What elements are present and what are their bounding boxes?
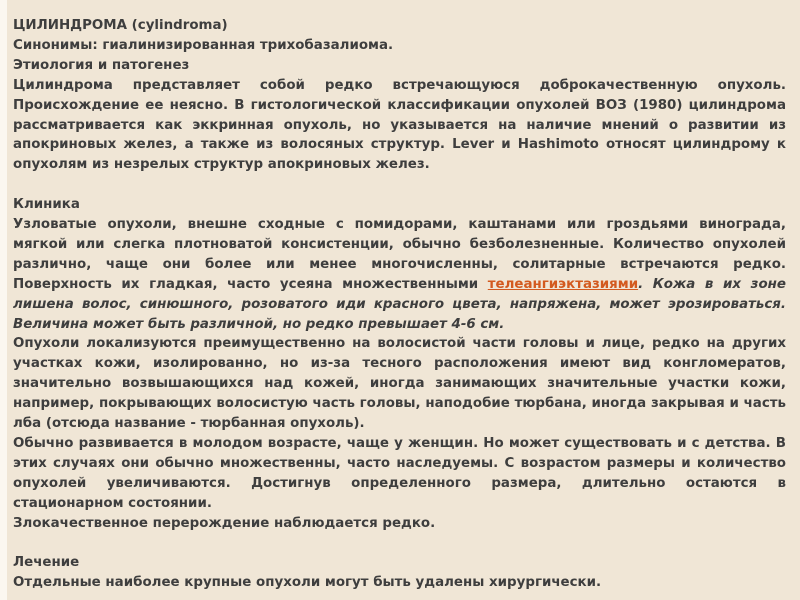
- slide-left-edge: [0, 0, 7, 600]
- clinic-paragraph-3: Обычно развивается в молодом возрасте, чаще у женщин. Но может существовать и с детства. В этих случаях они обычно множественны, часто наследуемы. С возрастом размеры и количество опухолей увеличиваются. Достигнув определенного размера, длительно остаются в стационарном состоянии.: [13, 436, 786, 511]
- clinic-p1-end: . Кожа в их зоне лишена волос, синюшного, розоватого иди красного цвета, напряжена, может эрозироваться. Величина может быть различной, но редко превышает 4-6 см.: [13, 276, 786, 332]
- clinic-heading: Клиника: [13, 197, 80, 213]
- spacer: [13, 175, 786, 195]
- etiology-paragraph: Цилиндрома представляет собой редко встречающуюся доброкачественную опухоль. Происхождение ее неясно. В гистологической классификации опухолей ВОЗ (1980) цилиндрома рассматривается как эккринная опухоль, но указывается на наличие мнений о развитии из апокриновых желез, а также из волосяных структур. Lever и Hashimoto относят цилиндрому к опухолям из незрелых структур апокриновых желез.: [13, 77, 786, 173]
- etiology-heading: Этиология и патогенез: [13, 57, 190, 73]
- clinic-paragraph-1: [13, 215, 786, 334]
- clinic-paragraph-2: Опухоли локализуются преимущественно на волосистой части головы и лице, редко на других участках кожи, изолированно, но из-за тесного расположения имеют вид конгломератов, значительно возвышающихся над кожей, иногда занимающих значительные участки кожи, например, покрывающих волосистую часть головы, наподобие тюрбана, иногда закрывая и часть лба (отсюда название - тюрбанная опухоль).: [13, 336, 786, 432]
- clinic-p1-start: Узловатые опухоли, внешне сходные с помидорами, каштанами или гроздьями винограда, мягкой или слегка плотноватой консистенции, обычно безболезненные. Количество опухолей различно, чаще они более или менее многочисленны, солитарные встречаются редко. Поверхность их гладкая, часто усеяна множественными: [13, 217, 786, 292]
- telangiectasia-link[interactable]: телеангиэктазиями: [487, 276, 639, 292]
- treatment-paragraph: Отдельные наиболее крупные опухоли могут быть удалены хирургически.: [13, 575, 602, 591]
- treatment-heading: Лечение: [13, 555, 80, 571]
- document-title: ЦИЛИНДРОМА (cylindroma): [13, 18, 228, 33]
- clinic-paragraph-4: Злокачественное перерождение наблюдается редко.: [13, 515, 436, 531]
- document-body: [13, 16, 786, 593]
- synonyms-line: Синонимы: гиалинизированная трихобазалиома.: [13, 37, 394, 53]
- spacer: [13, 534, 786, 554]
